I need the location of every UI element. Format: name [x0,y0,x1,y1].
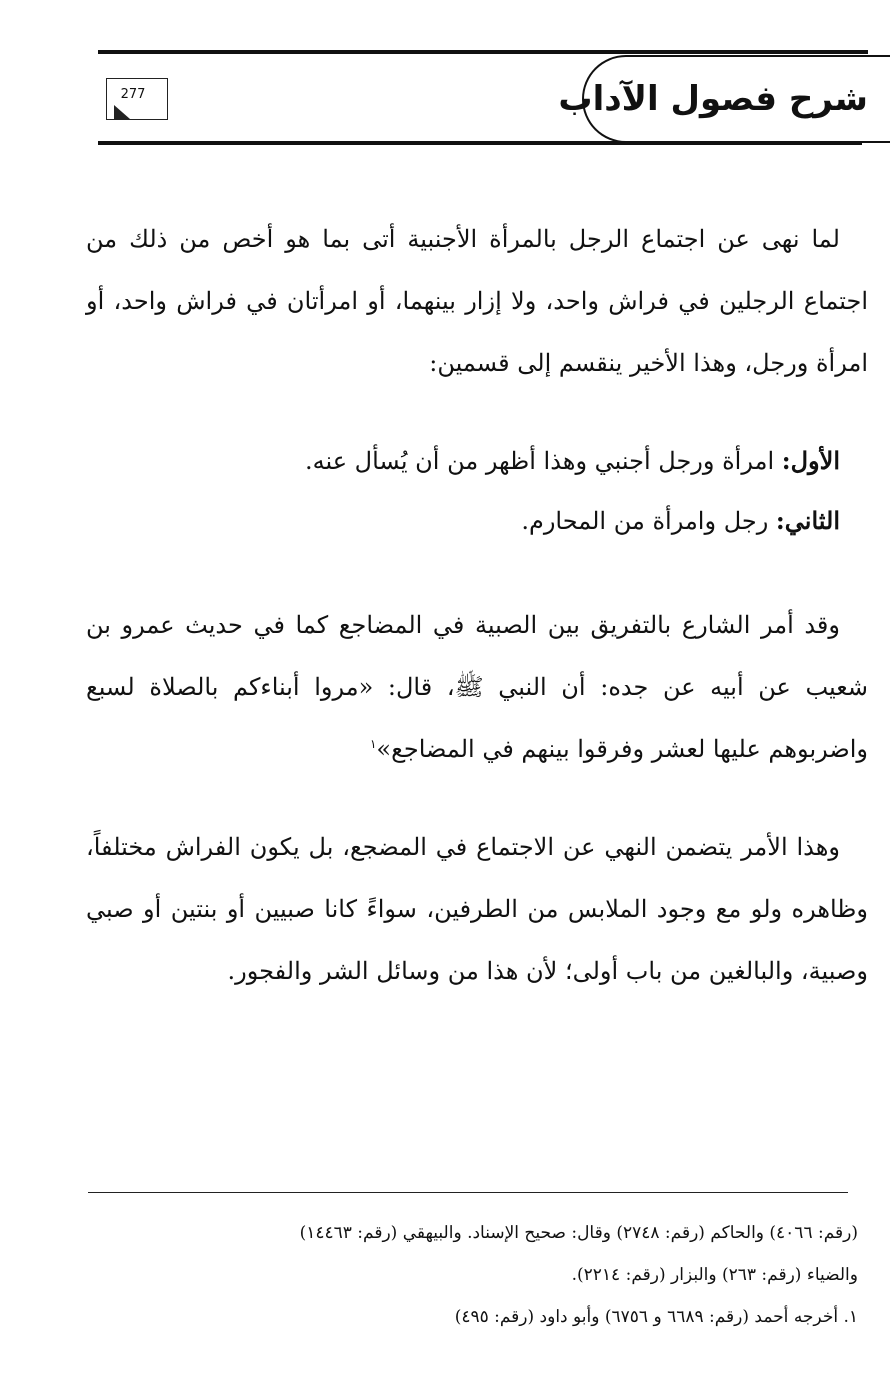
paragraph-commentary: وهذا الأمر يتضمن النهي عن الاجتماع في المضجع، بل يكون الفراش مختلفاً، وظاهره ولو مع وجود الملابس من الطرفين، سواءً كانا صبيين أو بنتين أو صبي وصبية، والبالغين من باب أولى؛ لأن هذا من وسائل الشر والفجور. [86,833,868,985]
second-case-label: الثاني: [775,506,840,535]
footnote-separator [88,1192,848,1193]
paragraph-second-case [86,490,868,552]
footnotes [86,1212,858,1338]
paragraph-hadith [86,594,868,780]
first-case-label: الأول: [781,446,840,475]
footnote-line-1: (رقم: ٤٠٦٦) والحاكم (رقم: ٢٧٤٨) وقال: صحيح الإسناد. والبيهقي (رقم: ١٤٤٦٣) [299,1223,858,1243]
second-case-text: رجل وامرأة من المحارم. [521,507,776,535]
running-title: شرح فصول الآداب [558,79,868,119]
page-fold-icon [114,105,130,119]
header-top-rule [98,50,868,54]
first-case-text: امرأة ورجل أجنبي وهذا أظهر من أن يُسأل عنه. [304,447,782,475]
footnote-line-3: ١. أخرجه أحمد (رقم: ٦٦٨٩ و ٦٧٥٦) وأبو داود (رقم: ٤٩٥) [454,1307,858,1327]
paragraph-intro: لما نهى عن اجتماع الرجل بالمرأة الأجنبية أتى بما هو أخص من ذلك من اجتماع الرجلين في فراش واحد، ولا إزار بينهما، أو امرأتان في فراش واحد، أو امرأة ورجل، وهذا الأخير ينقسم إلى قسمين: [86,225,868,377]
paragraph-first-case [86,430,868,492]
hadith-text: وقد أمر الشارع بالتفريق بين الصبية في المضاجع كما في حديث عمرو بن شعيب عن أبيه عن جده: أن النبي ﷺ، قال: «مروا أبناءكم بالصلاة لسبع واضربوهم عليها لعشر وفرقوا بينهم في المضاجع» [86,611,868,763]
page-number: 277 [120,87,146,102]
footnote-line-2: والضياء (رقم: ٢٦٣) والبزار (رقم: ٢٢١٤). [571,1265,858,1285]
footnote-reference: ١ [369,737,377,751]
running-title-frame [558,55,890,143]
